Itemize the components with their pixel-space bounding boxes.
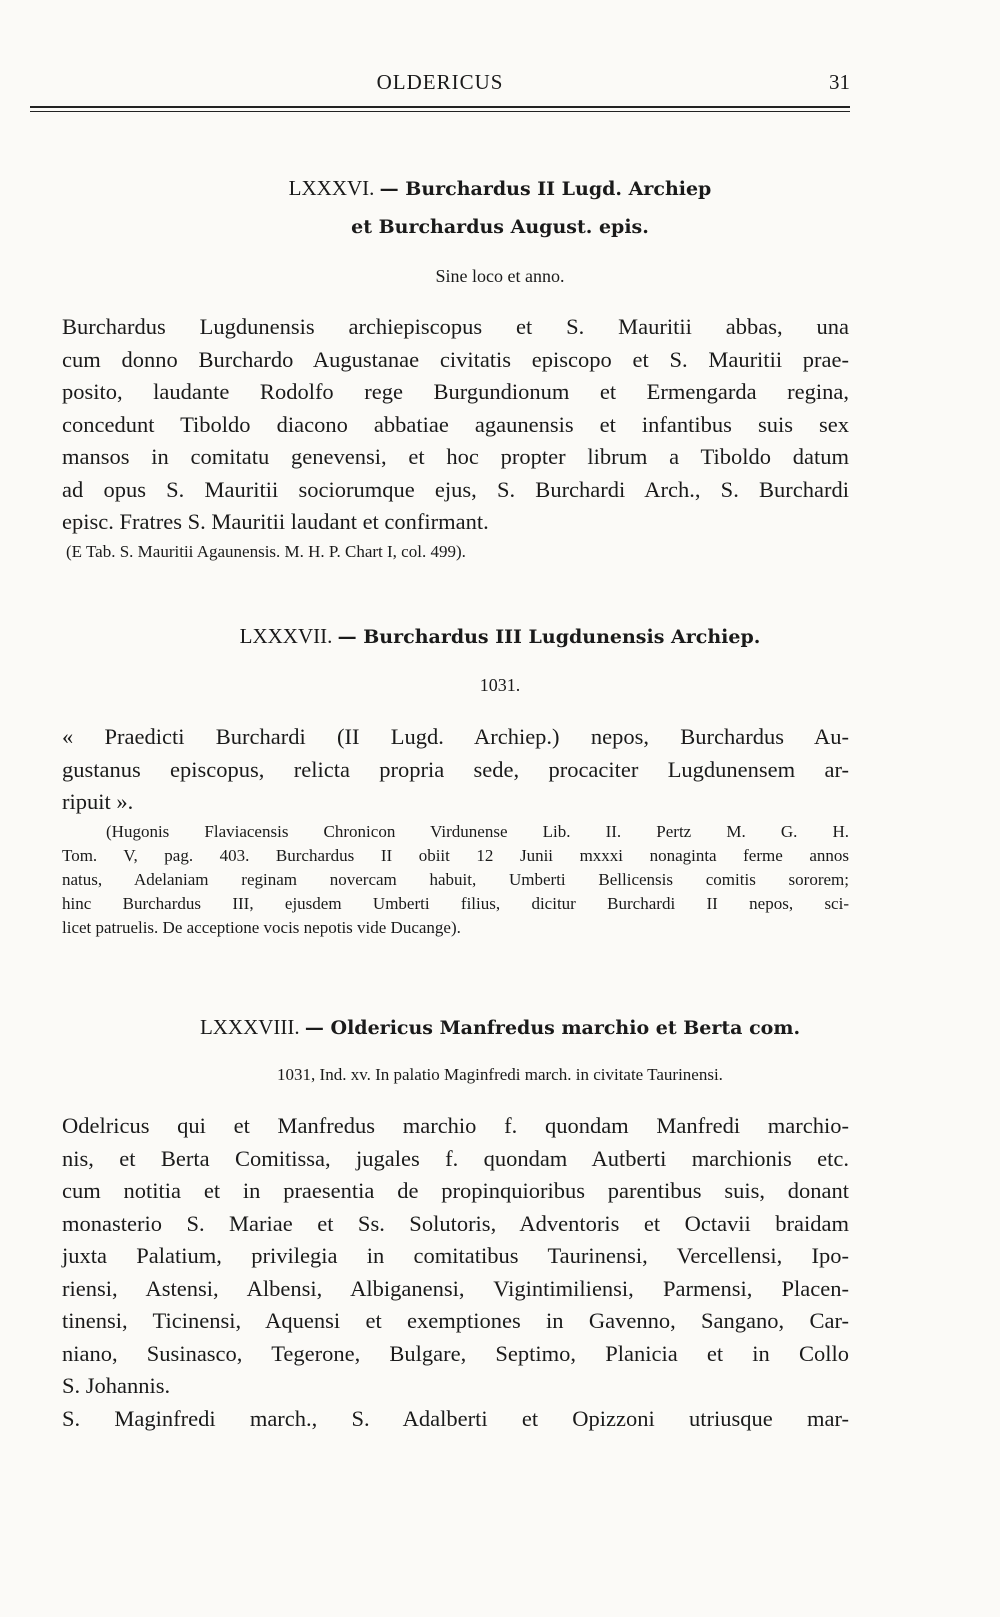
text-line: cum donno Burchardo Augustanae civitatis episcopo et S. Mauritii prae-: [62, 346, 849, 372]
text-line: monasterio S. Mariae et Ss. Solutoris, Adventoris et Octavii braidam: [62, 1210, 849, 1236]
doc86-title-line1: — Burchardus II Lugd. Archiep: [379, 178, 712, 200]
text-line: ad opus S. Mauritii sociorumque ejus, S. Burchardi Arch., S. Burchardi: [62, 476, 849, 502]
doc87-number: LXXXVII.: [239, 624, 333, 648]
text-line: juxta Palatium, privilegia in comitatibus Taurinensi, Vercellensi, Ipo-: [62, 1243, 849, 1268]
text-line: nis, et Berta Comitissa, jugales f. quondam Autberti marchionis etc.: [62, 1145, 849, 1171]
note-line: Tom. V, pag. 403. Burchardus II obiit 12 Junii mxxxi nonaginta ferme annos: [62, 846, 849, 865]
text-line: Burchardus Lugdunensis archiepiscopus et S. Mauritii abbas, una: [62, 314, 849, 339]
running-title: OLDERICUS: [376, 70, 504, 94]
doc88-date: 1031, Ind. xv. In palatio Maginfredi march. in civitate Taurinensi.: [277, 1065, 723, 1084]
doc87-heading: [0, 624, 1000, 649]
doc88-number: LXXXVIII.: [199, 1015, 300, 1039]
running-header: [30, 70, 850, 100]
note-line: (Hugonis Flaviacensis Chronicon Virdunense Lib. II. Pertz M. G. H.: [106, 822, 849, 841]
doc86-date: Sine loco et anno.: [435, 266, 565, 286]
doc87-date: 1031.: [479, 675, 521, 695]
note-line: hinc Burchardus III, ejusdem Umberti filius, dicitur Burchardi II nepos, sci-: [62, 894, 849, 913]
text-line: episc. Fratres S. Mauritii laudant et confirmant.: [62, 509, 489, 534]
text-line: riensi, Astensi, Albensi, Albiganensi, Vigintimiliensi, Parmensi, Placen-: [62, 1275, 849, 1301]
text-line: S. Johannis.: [62, 1373, 171, 1398]
doc87-title: — Burchardus III Lugdunensis Archiep.: [337, 626, 761, 648]
text-line: concedunt Tiboldo diacono abbatiae agaunensis et infantibus suis sex: [62, 411, 849, 437]
text-line: tinensi, Ticinensi, Aquensi et exemptiones in Gavenno, Sangano, Car-: [62, 1308, 849, 1333]
note-line: natus, Adelaniam reginam novercam habuit, Umberti Bellicensis comitis sororem;: [62, 870, 849, 889]
text-line: posito, laudante Rodolfo rege Burgundionum et Ermengarda regina,: [62, 379, 849, 404]
note-line: licet patruelis. De acceptione vocis nepotis vide Ducange).: [62, 918, 461, 937]
doc86-number: LXXXVI.: [288, 176, 375, 200]
doc86-title-line2: et Burchardus August. epis.: [351, 216, 649, 238]
doc86-source: [66, 540, 853, 564]
text-line: gustanus episcopus, relicta propria sede, procaciter Lugdunensem ar-: [62, 756, 849, 782]
doc87-body: [62, 721, 849, 819]
header-rule-thick: [30, 106, 850, 108]
text-line: ripuit ».: [62, 789, 134, 814]
text-line: niano, Susinasco, Tegerone, Bulgare, Septimo, Planicia et in Collo: [62, 1340, 849, 1366]
doc88-title: — Oldericus Manfredus marchio et Berta com.: [304, 1017, 801, 1039]
source-line: (E Tab. S. Mauritii Agaunensis. M. H. P. Chart I, col. 499).: [66, 542, 466, 561]
doc87-note: [62, 820, 849, 940]
header-rule-thin: [30, 111, 850, 112]
text-line: mansos in comitatu genevensi, et hoc propter librum a Tiboldo datum: [62, 444, 849, 469]
doc88-heading: [0, 1015, 1000, 1040]
doc88-body: [62, 1110, 849, 1435]
page-number: 31: [829, 70, 850, 94]
text-line: Odelricus qui et Manfredus marchio f. quondam Manfredi marchio-: [62, 1113, 849, 1138]
doc86-heading-2: [0, 214, 1000, 239]
text-line: S. Maginfredi march., S. Adalberti et Opizzoni utriusque mar-: [62, 1405, 849, 1431]
text-line: cum notitia et in praesentia de propinquioribus parentibus suis, donant: [62, 1178, 849, 1203]
text-line: « Praedicti Burchardi (II Lugd. Archiep.) nepos, Burchardus Au-: [62, 724, 849, 749]
doc86-heading: [0, 176, 1000, 201]
doc86-body: [62, 311, 849, 539]
